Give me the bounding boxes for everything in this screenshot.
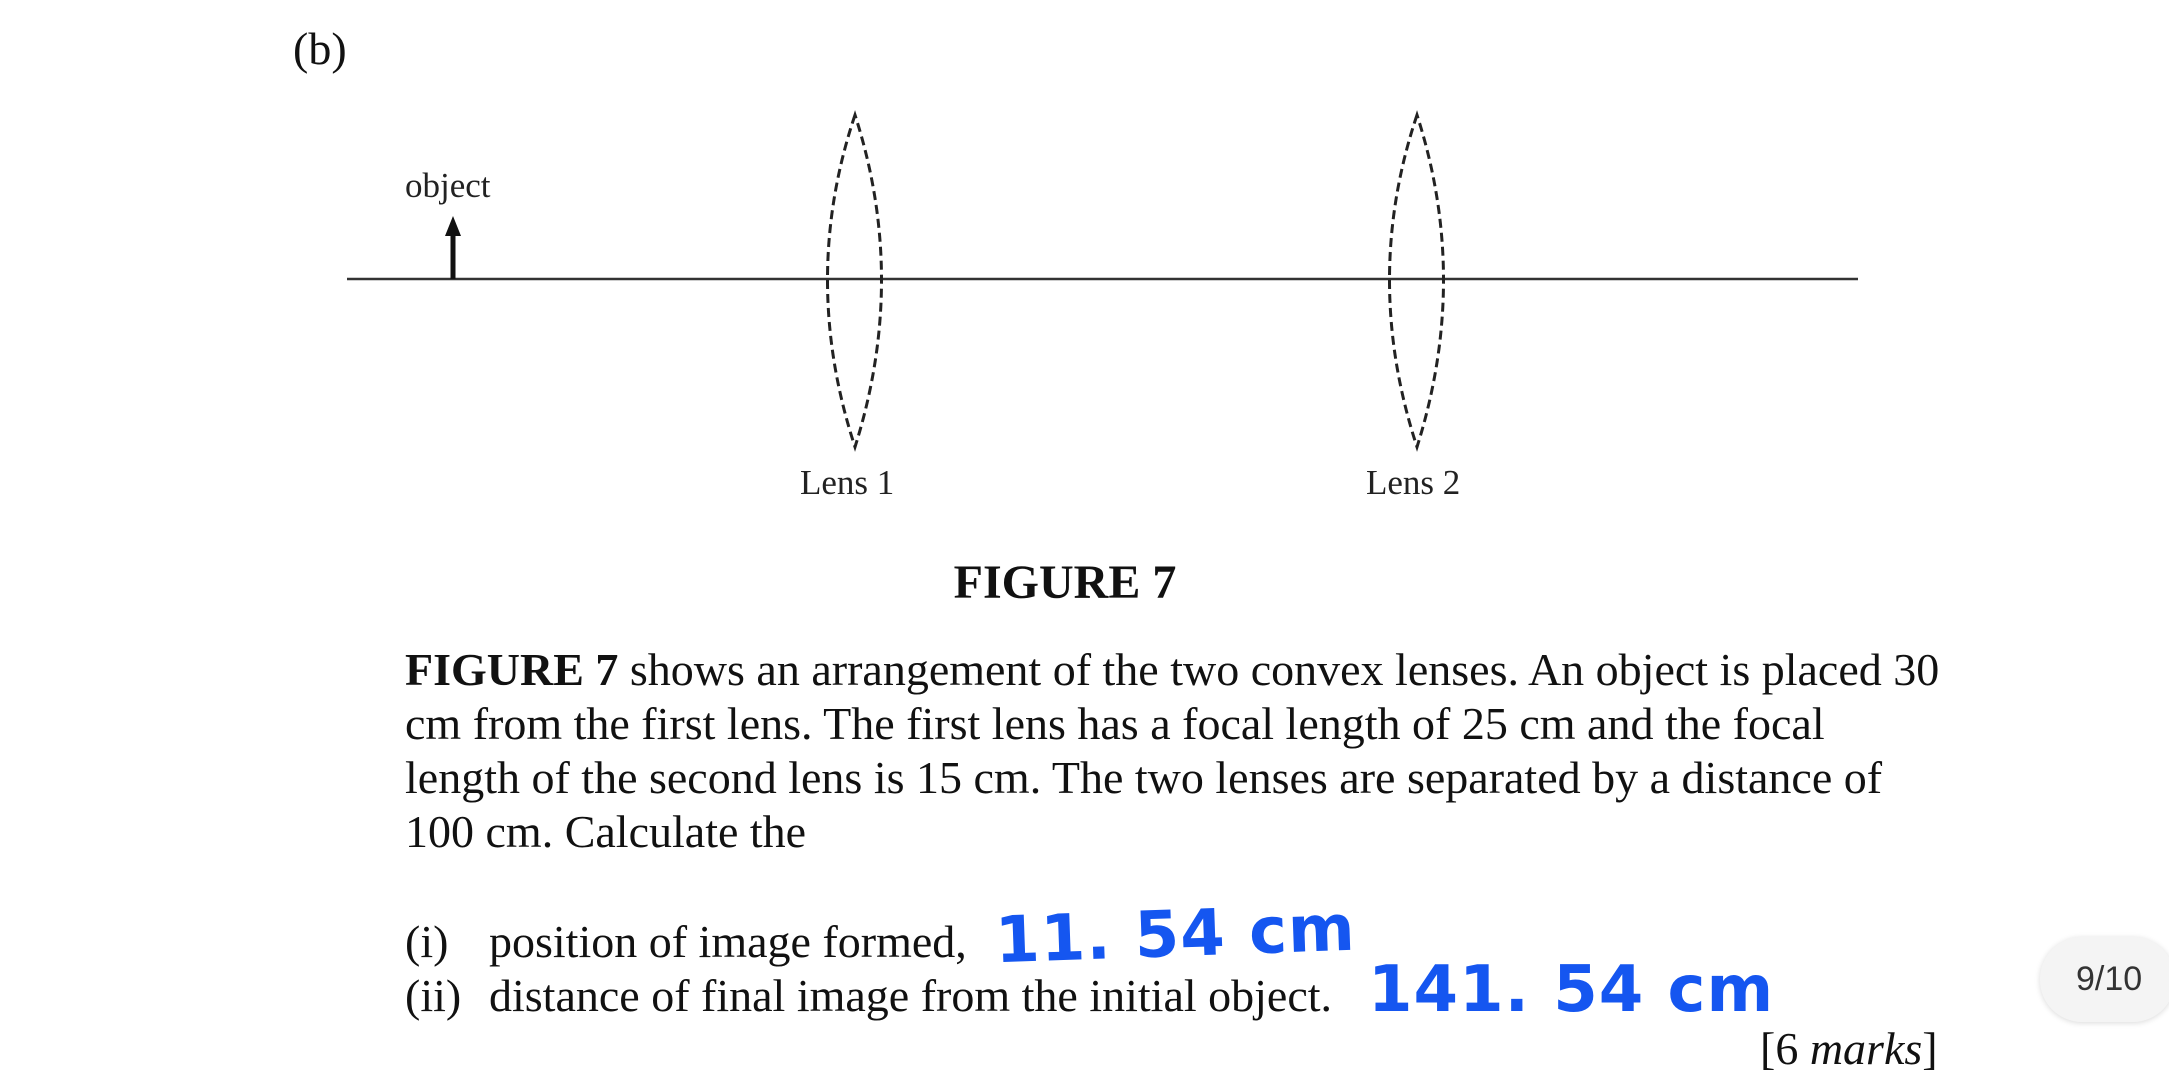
question-figure-ref: FIGURE 7 <box>405 644 619 695</box>
marks-word: marks <box>1809 1023 1923 1074</box>
figure-caption: FIGURE 7 <box>953 556 1177 609</box>
object-arrow-head <box>445 216 461 236</box>
object-label: object <box>405 166 491 205</box>
marks-close: ] <box>1922 1023 1938 1074</box>
subpart-ii-number: (ii) <box>405 970 462 1021</box>
subpart-ii-text: distance of final image from the initial object. <box>489 970 1333 1021</box>
marks-open: [6 <box>1760 1023 1810 1074</box>
question-text <box>405 643 1945 859</box>
handwritten-answer-ii: 141. 54 cm <box>1368 953 1775 1027</box>
handwritten-answer-i: 11. 54 cm <box>993 891 1357 979</box>
subpart-i <box>405 915 967 968</box>
part-label: (b) <box>293 23 347 74</box>
subpart-i-number: (i) <box>405 916 449 967</box>
subpart-ii <box>405 969 1332 1022</box>
lens-1-label: Lens 1 <box>800 463 895 502</box>
lens-2-label: Lens 2 <box>1366 463 1461 502</box>
lens-diagram <box>0 0 2169 540</box>
page-indicator[interactable]: 9/10 <box>2040 937 2169 1022</box>
lens-2 <box>1390 115 1444 447</box>
subpart-i-text: position of image formed, <box>489 916 967 967</box>
marks-allocation <box>1760 1022 1938 1075</box>
lens-1 <box>828 115 882 447</box>
question-body: shows an arrangement of the two convex lenses. An object is placed 30 cm from the first lens. The first lens has a focal length of 25 cm and the focal length of the second lens is 15 cm. The two lenses are separated by a distance of 100 cm. Calculate the <box>405 644 1940 857</box>
